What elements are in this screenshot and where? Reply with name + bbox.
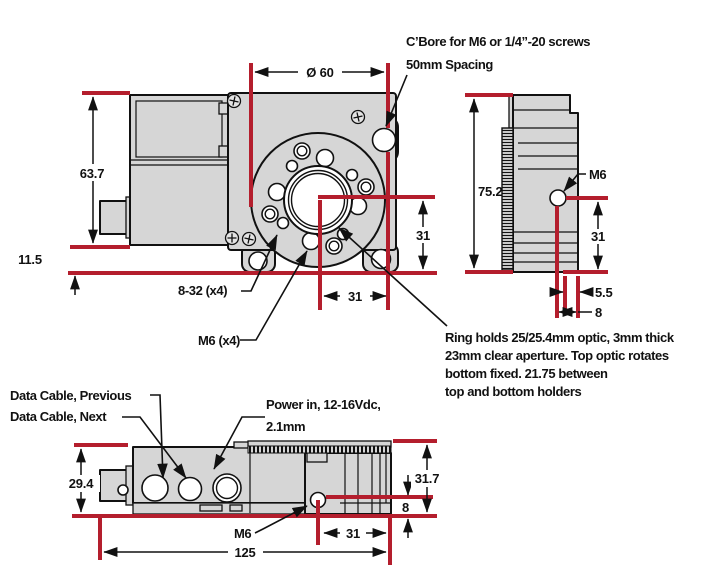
note-cbore-line2: 50mm Spacing [406,57,493,72]
ring-note-line2: 23mm clear aperture. Top optic rotates [445,348,669,363]
dim-label-side-height: 75.2 [478,184,503,199]
ring-body-step [307,453,327,462]
ring-note-line4: top and bottom holders [445,384,582,399]
label-holes-m6: M6 (x4) [198,333,240,348]
cbore-mount-hole [373,129,396,152]
motor-housing [130,95,228,245]
label-data-cable-previous: Data Cable, Previous [10,388,132,403]
indicator-hole [118,485,128,495]
base-strip-detail [230,505,242,511]
data-port-previous [142,475,168,501]
side-m6-hole [550,190,566,206]
motor-clip [219,103,228,114]
worm-knurl-strip [502,128,513,270]
label-power-line1: Power in, 12-16Vdc, [266,397,381,412]
dim-label-bottom-8: 8 [402,500,410,515]
ring-note-line1: Ring holds 25/25.4mm optic, 3mm thick [445,330,674,345]
dim-label-base-offset: 11.5 [18,252,42,267]
dim-label-side-8: 8 [595,305,603,320]
label-m6-side: M6 [589,167,607,182]
dim-label-plate-diameter: Ø 60 [306,65,334,80]
dim-label-center-to-edge: 31 [415,228,431,243]
bottom-view [100,441,391,514]
dim-label-bottom-height: 29.4 [68,476,94,491]
bottom-connector-step [126,466,133,505]
label-power-line2: 2.1mm [266,419,306,434]
note-cbore-line1: C’Bore for M6 or 1/4”-20 screws [406,34,591,49]
ring-note-line3: bottom fixed. 21.75 between [445,366,608,381]
dim-label-motor-height: 63.7 [79,166,105,181]
dim-label-ring-height: 31.7 [414,471,440,486]
dim-label-length: 125 [234,545,256,560]
label-data-cable-next: Data Cable, Next [10,409,107,424]
data-port-next [179,478,202,501]
motor-connector [100,201,127,234]
dim-label-side-5-5: 5.5 [595,285,613,300]
label-holes-832: 8-32 (x4) [178,283,228,298]
dim-label-bottom-31: 31 [345,526,361,541]
label-m6-bottom: M6 [234,526,252,541]
base-strip-detail [200,505,222,511]
ring-gear-teeth [248,446,391,453]
dim-label-side-31: 31 [590,229,606,244]
side-body [513,95,578,272]
motor-clip [219,146,228,157]
side-view [502,95,578,272]
dim-label-center-to-base: 31 [347,289,363,304]
